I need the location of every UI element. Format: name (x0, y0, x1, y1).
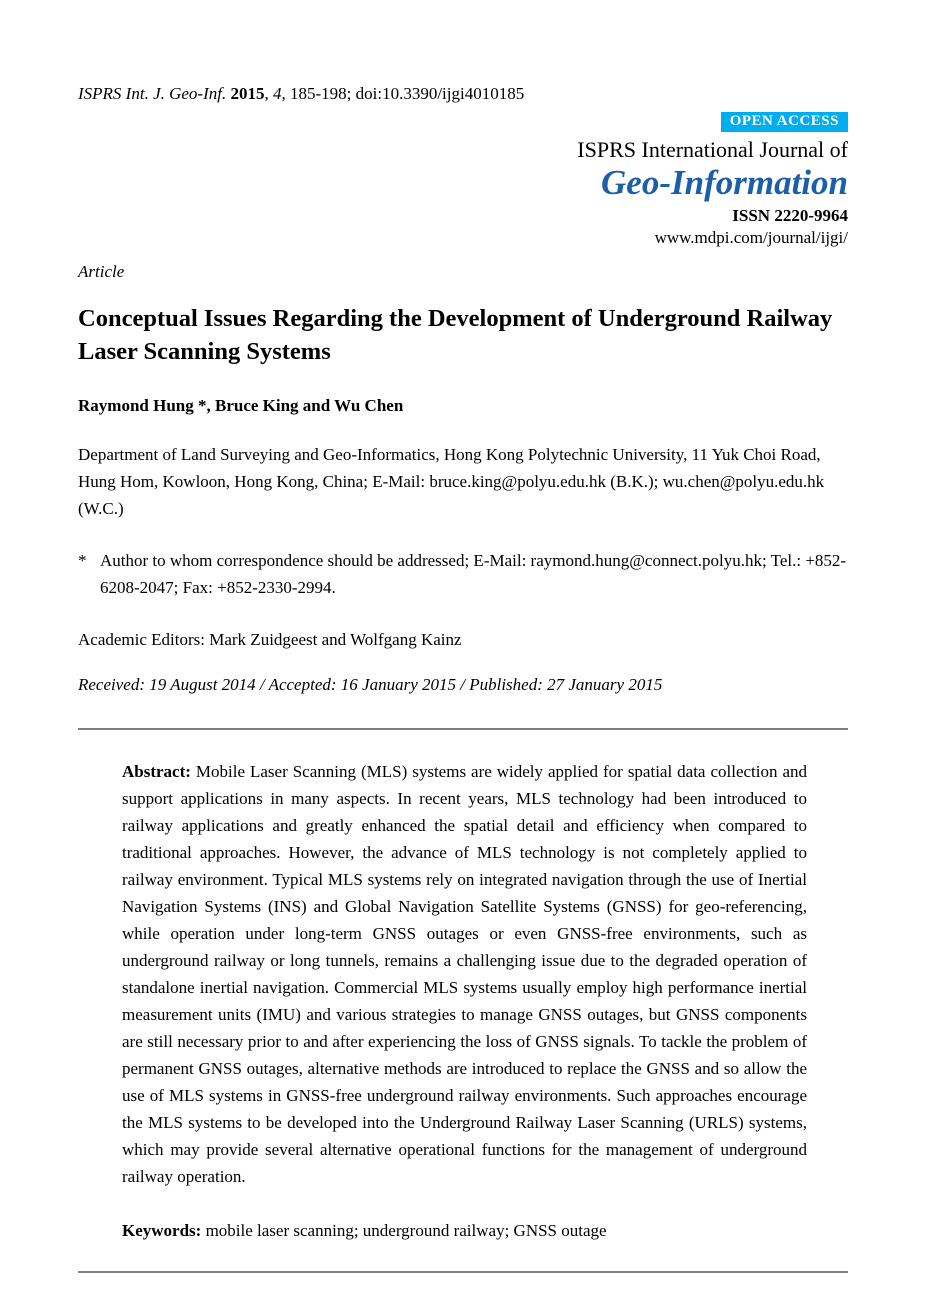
publication-dates-line: Received: 19 August 2014 / Accepted: 16 January 2015 / Published: 27 January 2015 (78, 675, 663, 695)
citation-volume: 4 (272, 84, 282, 103)
divider-bottom (78, 1271, 848, 1273)
citation-pages-doi: , 185-198; doi:10.3390/ijgi4010185 (281, 84, 525, 103)
divider-top (78, 728, 848, 730)
citation-journal: ISPRS Int. J. Geo-Inf. (78, 84, 231, 103)
issn-number: ISSN 2220-9964 (732, 206, 848, 226)
journal-website: www.mdpi.com/journal/ijgi/ (654, 228, 848, 248)
academic-editors-line: Academic Editors: Mark Zuidgeest and Wolfgang Kainz (78, 630, 462, 650)
open-access-badge: OPEN ACCESS (721, 112, 848, 132)
keywords-label: Keywords: (122, 1221, 206, 1241)
journal-masthead (78, 110, 848, 248)
page-title: Conceptual Issues Regarding the Development of Underground Railway Laser Scanning Systems (78, 305, 833, 366)
keywords-text: mobile laser scanning; underground railway; GNSS outage (205, 1221, 607, 1241)
abstract-text: Mobile Laser Scanning (MLS) systems are widely applied for spatial data collection and support applications in many aspects. In recent years, MLS technology had been introduced to railway applications and greatly enhanced the spatial detail and efficiency when compared to traditional approaches. However, the advance of MLS technology is not completely applied to railway environment. Typical MLS systems rely on integrated navigation through the use of Inertial Navigation Systems (INS) and Global Navigation Satellite Systems (GNSS) for geo-referencing, while operation under long-term GNSS outages or even GNSS-free environments, such as underground railway or long tunnels, remains a challenging issue due to the degraded operation of standalone inertial navigation. Commercial MLS systems usually employ high performance inertial measurement units (IMU) and various strategies to manage GNSS outages, but GNSS components are still necessary prior to and after experiencing the loss of GNSS signals. To tackle the problem of permanent GNSS outages, alternative methods are introduced to replace the GNSS and so allow the use of MLS systems in GNSS-free underground railway environments. Such approaches encourage the MLS systems to be developed into the Underground Railway Laser Scanning (URLS) systems, which may provide several alternative operational functions for the management of underground railway operation. (122, 762, 808, 1187)
abstract-paragraph (122, 758, 807, 1190)
citation-sep: , (264, 84, 273, 103)
affiliation-paragraph: Department of Land Surveying and Geo-Informatics, Hong Kong Polytechnic University, 11 Yuk Choi Road, Hung Hom, Kowloon, Hong Kong, China; E-Mail: bruce.king@polyu.edu.hk (B.K.); wu.chen@polyu.edu.hk (W.C.) (78, 445, 825, 519)
correspondence-note (78, 547, 848, 601)
correspondence-marker: * (78, 551, 87, 571)
correspondence-text: Author to whom correspondence should be addressed; E-Mail: raymond.hung@connect.polyu.hk; Tel.: +852-6208-2047; Fax: +852-2330-2994. (100, 551, 847, 598)
citation-year: 2015 (230, 84, 265, 103)
authors-line: Raymond Hung *, Bruce King and Wu Chen (78, 396, 404, 416)
keywords-paragraph (122, 1217, 807, 1244)
article-type-label: Article (78, 262, 125, 282)
citation-line (78, 84, 848, 104)
journal-line: ISPRS International Journal of (577, 137, 848, 162)
abstract-label: Abstract: (122, 762, 196, 782)
journal-name-logo: Geo-Information (601, 163, 848, 202)
